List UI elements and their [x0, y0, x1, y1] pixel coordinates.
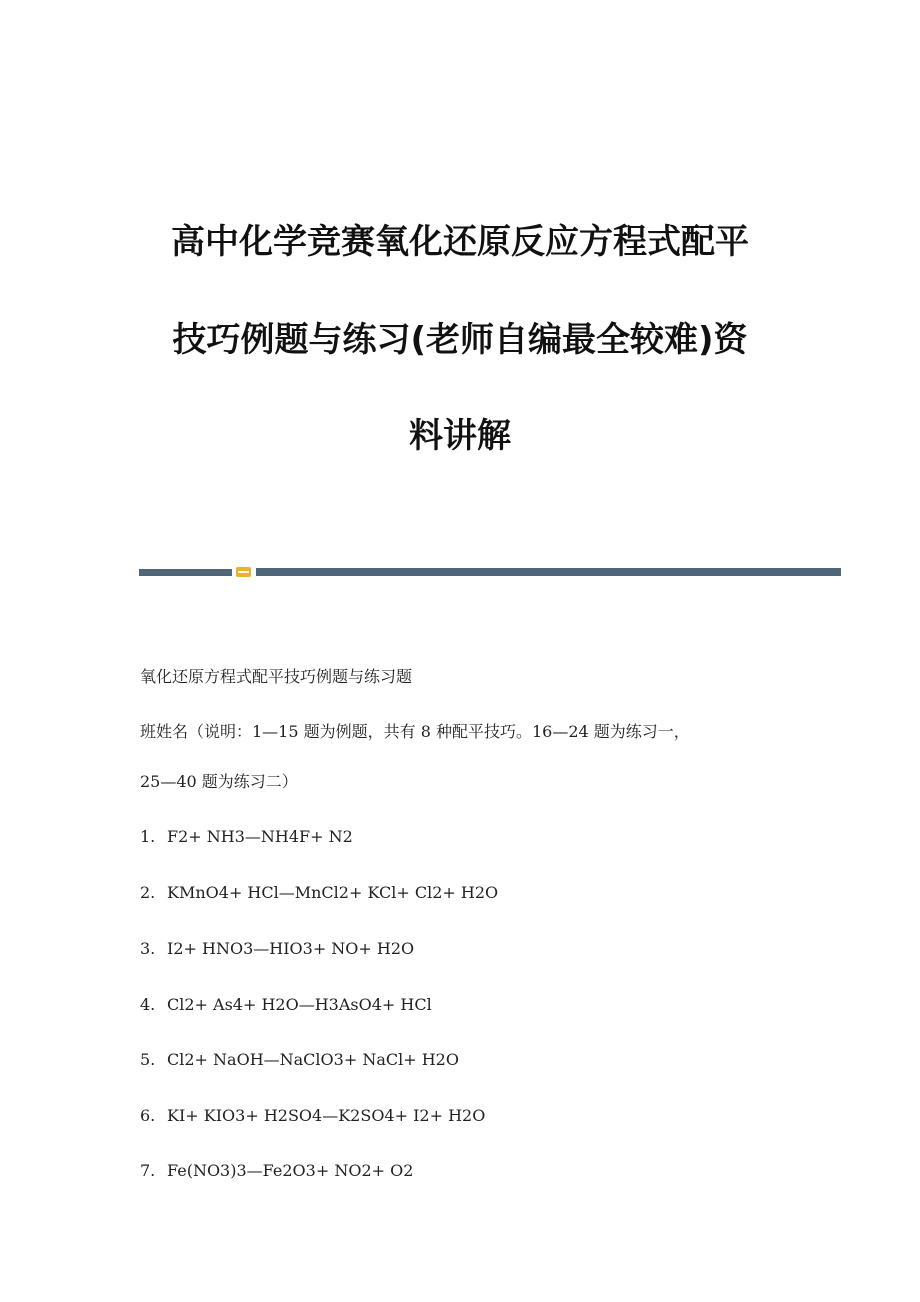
equation-item	[140, 1161, 413, 1181]
equation-text: I2+ HNO3—HIO3+ NO+ H2O	[167, 939, 415, 958]
instruction-note-line-2: 25—40 题为练习二）	[140, 772, 298, 791]
document-title-line-1: 高中化学竞赛氧化还原反应方程式配平	[171, 222, 749, 262]
equation-number: 6.	[140, 1106, 156, 1125]
equation-item	[140, 939, 414, 959]
equation-number: 1.	[140, 827, 156, 846]
equation-number: 3.	[140, 939, 156, 958]
divider-right-bar	[256, 568, 841, 576]
equation-number: 5.	[140, 1050, 156, 1069]
equation-item	[140, 883, 498, 903]
equation-item	[140, 1106, 485, 1126]
equation-text: KMnO4+ HCl—MnCl2+ KCl+ Cl2+ H2O	[167, 883, 499, 902]
title-divider	[139, 567, 841, 577]
equation-number: 4.	[140, 995, 156, 1014]
divider-ornament-icon	[236, 567, 251, 577]
equation-text: KI+ KIO3+ H2SO4—K2SO4+ I2+ H2O	[167, 1106, 486, 1125]
divider-left-bar	[139, 569, 232, 576]
equation-item	[140, 827, 353, 847]
equation-text: Fe(NO3)3—Fe2O3+ NO2+ O2	[167, 1161, 414, 1180]
document-title-line-2: 技巧例题与练习(老师自编最全较难)资	[172, 320, 748, 360]
instruction-note-line-1: 班姓名（说明：1—15 题为例题，共有 8 种配平技巧。16—24 题为练习一，	[140, 722, 690, 741]
equation-text: Cl2+ As4+ H2O—H3AsO4+ HCl	[167, 995, 432, 1014]
equation-item	[140, 995, 432, 1015]
equation-number: 7.	[140, 1161, 156, 1180]
equation-text: F2+ NH3—NH4F+ N2	[167, 827, 353, 846]
section-heading: 氧化还原方程式配平技巧例题与练习题	[140, 667, 413, 686]
equation-text: Cl2+ NaOH—NaClO3+ NaCl+ H2O	[167, 1050, 459, 1069]
equation-number: 2.	[140, 883, 156, 902]
equation-item	[140, 1050, 459, 1070]
document-title-line-3: 料讲解	[409, 416, 511, 456]
